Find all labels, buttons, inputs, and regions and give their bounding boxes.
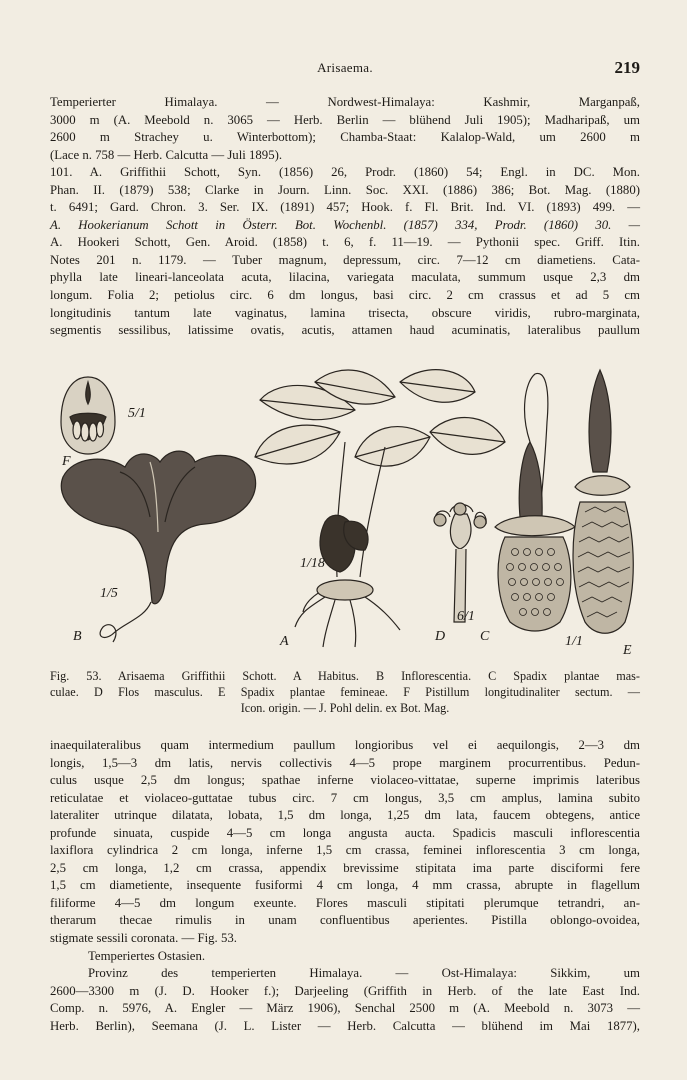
caption-line: Icon. origin. — J. Pohl delin. ex Bot. Mag. xyxy=(240,701,450,715)
label-D: D xyxy=(435,629,446,644)
pistillum-section-drawing xyxy=(61,377,115,454)
text-line: inaequilateralibus quam intermedium paullum longioribus vel ei aequilongis, 2—3 dm xyxy=(50,738,640,752)
text-line: culus usque 2,5 dm longus; spathae inferne violaceo-vittatae, superne imprimis lateribus xyxy=(50,773,640,788)
text-line: A. Hookeri Schott, Gen. Aroid. (1858) t. 6, f. 11—19. — Pythonii spec. Griff. Itin. xyxy=(50,235,640,250)
label-E: E xyxy=(623,643,632,657)
male-spadix-drawing xyxy=(495,373,575,631)
label-F: F xyxy=(62,454,71,469)
label-C: C xyxy=(480,629,490,644)
label-A: A xyxy=(280,634,289,649)
female-spadix-drawing xyxy=(573,370,633,633)
habitus-drawing xyxy=(255,370,505,647)
scale-habit: 1/18 xyxy=(300,556,325,571)
running-title: Arisaema. xyxy=(317,60,373,75)
scale-E: 1/1 xyxy=(565,634,583,649)
page-header xyxy=(50,58,640,80)
text-line: laxiflora cylindrica 2 cm longa, inferne 1,5 cm crassa, feminei inflorescentia 3 cm longa, xyxy=(50,843,640,858)
page-number: 219 xyxy=(614,58,640,77)
text-line: 1,5 cm diametiente, insequente fusiformi 4 cm longa, 4 mm crassa, abrupte in flagellum xyxy=(50,878,640,893)
caption-line: culae. D Flos masculus. E Spadix plantae femineae. F Pistillum longitudinaliter sectum. — xyxy=(50,685,640,699)
bottom-text-block xyxy=(50,737,640,1035)
text-line: Herb. Berlin), Seemana (J. L. Lister — Herb. Calcutta — blühend im Mai 1877), xyxy=(50,1018,640,1033)
text-line: 2,5 cm longa, 1,2 cm crassa, appendix brevissime stipitata ima parte disciformi fere xyxy=(50,860,640,875)
botanical-figure xyxy=(55,362,640,657)
text-line: Temperierter Himalaya. — Nordwest-Himalaya: Kashmir, Marganpaß, xyxy=(50,95,640,109)
text-line: reticulatae et violaceo-guttatae tubus circ. 7 cm longus, 3,5 cm amplus, lamina subito xyxy=(50,790,640,805)
text-line: Comp. n. 5976, A. Engler — März 1906), Senchal 2500 m (A. Meebold n. 3073 — xyxy=(50,1001,640,1016)
top-text-block xyxy=(50,94,640,340)
text-line: 2600—3300 m (J. D. Hooker f.); Darjeeling (Griffith in Herb. of the late East Ind. xyxy=(50,983,640,998)
text-line: 3000 m (A. Meebold n. 3065 — Herb. Berlin — blühend Juli 1905); Madharipaß, um xyxy=(50,112,640,127)
species-heading-line: 101. A. Griffithii Schott, Syn. (1856) 26, Prodr. (1860) 54; Engl. in DC. Mon. xyxy=(50,165,640,180)
text-line: filiforme 4—5 dm longum exeunte. Flores masculi stipitati plerumque tetrandri, an- xyxy=(50,895,640,910)
text-line: longitudinis tantum late vaginatus, lamina trisecta, obscure viridis, rubro-marginata, xyxy=(50,305,640,320)
text-line: longis, 1,5—3 dm latis, nervis collectivis 4—5 prope marginem procurrentibus. Pedun- xyxy=(50,755,640,770)
inflorescence-spathe-drawing xyxy=(61,451,255,642)
text-line: therarum thecae rimulis in unam confluentibus aperientes. Pistilla oblongo-ovoidea, xyxy=(50,913,640,928)
section-heading: Temperiertes Ostasien. xyxy=(88,948,206,963)
text-line: 2600 m Strachey u. Winterbottom); Chamba-Staat: Kalalop-Wald, um 2600 m xyxy=(50,130,640,145)
text-line: Notes 201 n. 1179. — Tuber magnum, depressum, circ. 7—12 cm diametiens. Cata- xyxy=(50,252,640,267)
label-B: B xyxy=(73,629,82,644)
scale-B: 1/5 xyxy=(100,586,118,601)
figure-drawing xyxy=(55,362,640,657)
male-flower-drawing xyxy=(434,503,486,622)
text-line: profunde sinuata, cuspide 4—5 cm longa angusta aucta. Spadicis masculi inflorescentia xyxy=(50,825,640,840)
text-line: Provinz des temperierten Himalaya. — Ost-Himalaya: Sikkim, um xyxy=(88,966,640,981)
scale-F: 5/1 xyxy=(128,406,146,421)
text-line: longum. Folia 2; petiolus circ. 6 dm longus, basi circ. 2 cm crassus et ad 5 cm xyxy=(50,288,640,303)
caption-line: Fig. 53. Arisaema Griffithii Schott. A Habitus. B Inflorescentia. C Spadix plantae mas- xyxy=(50,669,640,683)
text-line: (Lace n. 758 — Herb. Calcutta — Juli 1895). xyxy=(50,147,283,162)
text-line: phylla late lineari-lanceolata acuta, lilacina, variegata maculata, summum usque 2,3 dm xyxy=(50,270,640,285)
figure-caption xyxy=(50,668,640,716)
text-line: segmentis sessilibus, latissime ovatis, acutis, attamen haud acuminatis, lateralibus paullum xyxy=(50,323,640,338)
scale-D: 6/1 xyxy=(457,609,475,624)
text-line: Phan. II. (1879) 538; Clarke in Journ. Linn. Soc. XXI. (1886) 386; Bot. Mag. (1880) xyxy=(50,182,640,197)
text-line: stigmate sessili coronata. — Fig. 53. xyxy=(50,931,237,946)
text-line: lateraliter utrinque dilatata, lobata, 1,5 dm longa, 1,25 dm lata, faucem obtegens, antice xyxy=(50,808,640,823)
text-line: t. 6491; Gard. Chron. 3. Ser. IX. (1891) 457; Hook. f. Fl. Brit. Ind. VI. (1893) 499. — xyxy=(50,200,640,215)
text-line: A. Hookerianum Schott in Österr. Bot. Wochenbl. (1857) 334, Prodr. (1860) 30. — xyxy=(50,217,640,232)
